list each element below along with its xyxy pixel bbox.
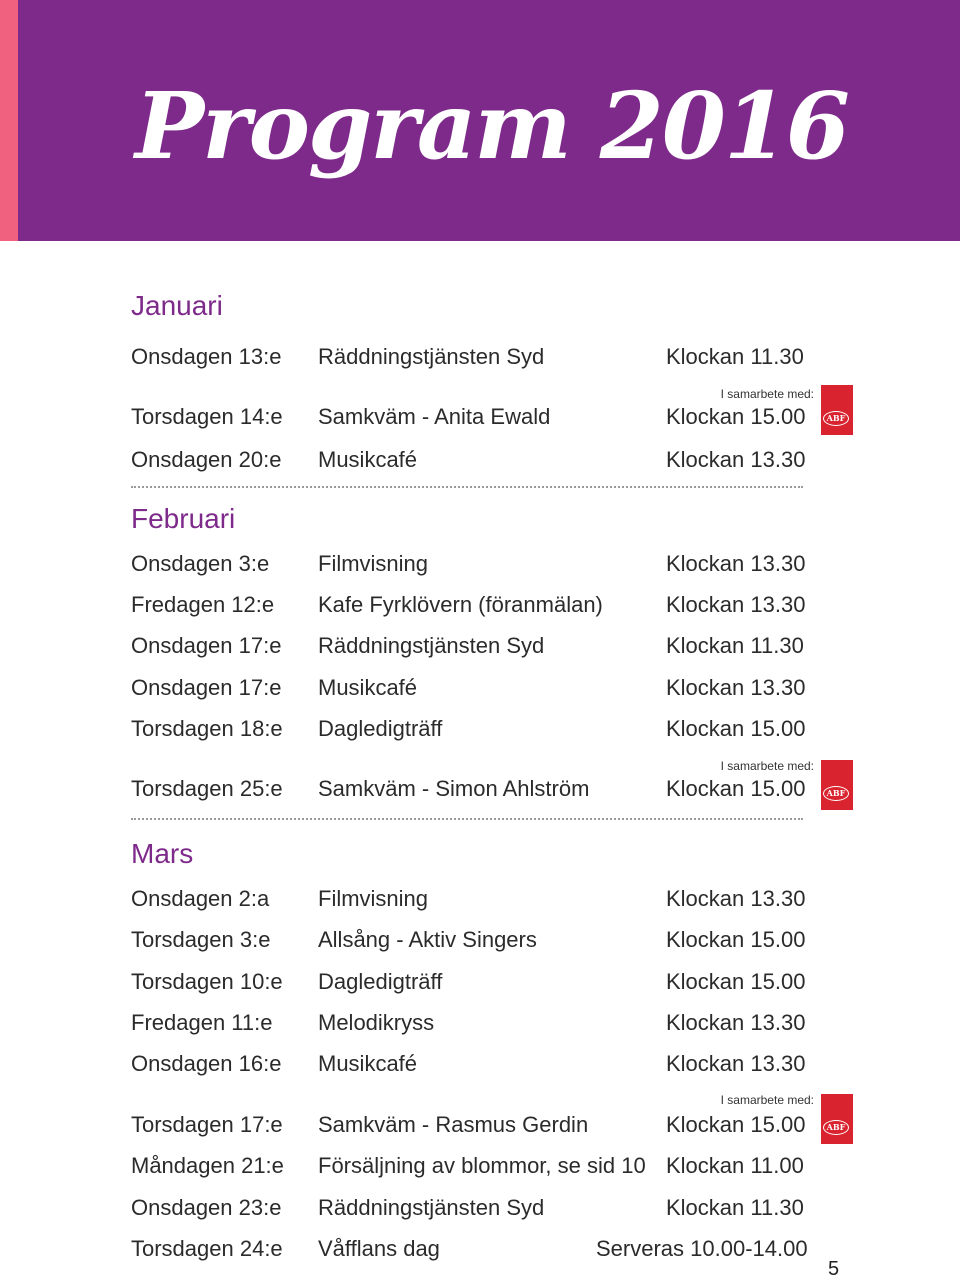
schedule-row xyxy=(131,445,831,475)
row-event: Kafe Fyrklövern (föranmälan) xyxy=(318,592,603,617)
schedule-row xyxy=(131,1110,831,1140)
row-event: Melodikryss xyxy=(318,1010,435,1035)
schedule-row xyxy=(131,714,831,744)
month-heading-februari: Februari xyxy=(131,503,236,534)
row-day: Torsdagen 24:e xyxy=(131,1236,283,1261)
row-day: Onsdagen 2:a xyxy=(131,886,270,911)
collab-label: I samarbete med: xyxy=(720,1093,814,1107)
row-day: Fredagen 12:e xyxy=(131,592,275,617)
row-day: Onsdagen 23:e xyxy=(131,1195,282,1220)
row-day: Torsdagen 10:e xyxy=(131,969,283,994)
row-time: Klockan 15.00 xyxy=(666,927,806,952)
row-event: Musikcafé xyxy=(318,1051,418,1076)
schedule-row xyxy=(131,590,831,620)
row-event: Dagledigträff xyxy=(318,716,443,741)
dotted-divider xyxy=(131,818,803,820)
row-event: Räddningstjänsten Syd xyxy=(318,1195,545,1220)
row-day: Onsdagen 16:e xyxy=(131,1051,282,1076)
row-time: Klockan 15.00 xyxy=(666,969,806,994)
row-time: Klockan 13.30 xyxy=(666,886,806,911)
row-time: Klockan 13.30 xyxy=(666,1051,806,1076)
schedule-row xyxy=(131,1193,831,1223)
row-event: Musikcafé xyxy=(318,675,418,700)
month-heading-januari: Januari xyxy=(131,290,223,321)
row-day: Onsdagen 13:e xyxy=(131,344,282,369)
row-day: Torsdagen 3:e xyxy=(131,927,271,952)
schedule-row xyxy=(131,774,831,804)
row-event: Dagledigträff xyxy=(318,969,443,994)
schedule-row xyxy=(131,1234,831,1264)
month-heading-mars: Mars xyxy=(131,838,194,869)
row-time: Klockan 11.30 xyxy=(666,1195,804,1220)
row-time: Klockan 11.30 xyxy=(666,344,804,369)
row-event: Samkväm - Anita Ewald xyxy=(318,404,551,429)
row-time: Klockan 15.00 xyxy=(666,404,806,429)
row-time: Klockan 15.00 xyxy=(666,776,806,801)
collab-label: I samarbete med: xyxy=(720,387,814,401)
accent-strip xyxy=(0,0,18,241)
abf-logo-text: ABF xyxy=(823,411,849,426)
row-event: Försäljning av blommor, se sid 10 xyxy=(318,1153,646,1178)
row-day: Onsdagen 17:e xyxy=(131,633,282,658)
abf-logo-text: ABF xyxy=(823,786,849,801)
schedule-row xyxy=(131,925,831,955)
row-time: Klockan 13.30 xyxy=(666,592,806,617)
schedule-row xyxy=(131,549,831,579)
row-time: Serveras 10.00-14.00 xyxy=(596,1236,808,1261)
schedule-row xyxy=(131,631,831,661)
row-time: Klockan 13.30 xyxy=(666,675,806,700)
row-event: Samkväm - Rasmus Gerdin xyxy=(318,1112,589,1137)
schedule-row xyxy=(131,1049,831,1079)
row-day: Torsdagen 17:e xyxy=(131,1112,283,1137)
row-event: Räddningstjänsten Syd xyxy=(318,344,545,369)
row-day: Fredagen 11:e xyxy=(131,1010,273,1035)
row-event: Våfflans dag xyxy=(318,1236,440,1261)
dotted-divider xyxy=(131,486,803,488)
schedule-row xyxy=(131,673,831,703)
row-event: Räddningstjänsten Syd xyxy=(318,633,545,658)
row-event: Musikcafé xyxy=(318,447,418,472)
schedule-row xyxy=(131,884,831,914)
collab-label: I samarbete med: xyxy=(720,759,814,773)
schedule-row xyxy=(131,1008,831,1038)
row-time: Klockan 13.30 xyxy=(666,1010,806,1035)
row-event: Allsång - Aktiv Singers xyxy=(318,927,537,952)
row-day: Måndagen 21:e xyxy=(131,1153,284,1178)
row-day: Torsdagen 25:e xyxy=(131,776,283,801)
row-time: Klockan 15.00 xyxy=(666,716,806,741)
row-time: Klockan 15.00 xyxy=(666,1112,806,1137)
row-time: Klockan 13.30 xyxy=(666,551,806,576)
row-day: Onsdagen 3:e xyxy=(131,551,270,576)
row-event: Samkväm - Simon Ahlström xyxy=(318,776,590,801)
schedule-row xyxy=(131,1151,831,1181)
schedule-row xyxy=(131,402,831,432)
row-day: Onsdagen 17:e xyxy=(131,675,282,700)
row-day: Onsdagen 20:e xyxy=(131,447,282,472)
row-time: Klockan 13.30 xyxy=(666,447,806,472)
abf-logo-text: ABF xyxy=(823,1120,849,1135)
row-day: Torsdagen 14:e xyxy=(131,404,283,429)
schedule-row xyxy=(131,342,831,372)
row-time: Klockan 11.00 xyxy=(666,1153,804,1178)
page-title: Program 2016 xyxy=(135,72,848,180)
page-number: 5 xyxy=(828,1258,840,1280)
row-day: Torsdagen 18:e xyxy=(131,716,283,741)
row-time: Klockan 11.30 xyxy=(666,633,804,658)
row-event: Filmvisning xyxy=(318,551,429,576)
row-event: Filmvisning xyxy=(318,886,429,911)
schedule-row xyxy=(131,967,831,997)
